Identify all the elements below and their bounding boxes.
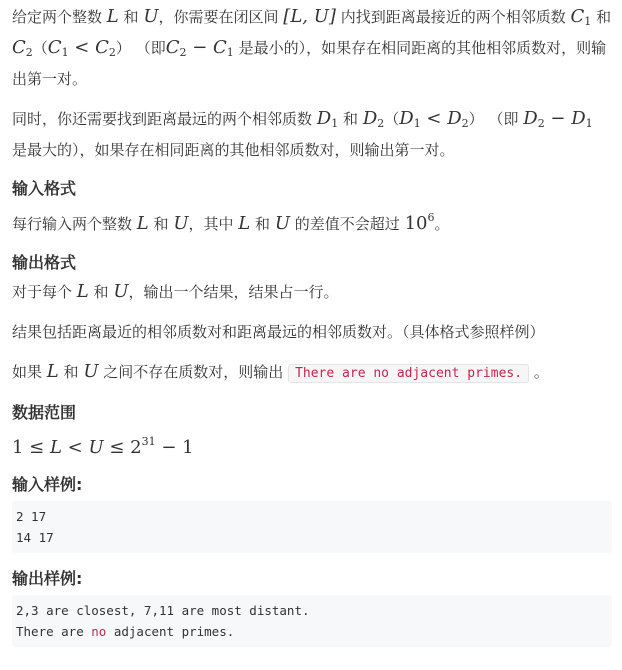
sample-output-block — [12, 595, 612, 647]
math-interval: [L, U] — [283, 6, 336, 27]
text: ） — [468, 110, 484, 128]
text: 给定两个整数 — [12, 8, 103, 26]
sample-input-block — [12, 501, 612, 553]
text: 和 — [123, 8, 139, 26]
sample-input-heading: 输入样例: — [12, 475, 83, 494]
math-C2-minus-C1: $C_2 - C_1$ — [165, 37, 234, 59]
code-line: There are no adjacent primes. — [16, 624, 235, 639]
data-range-heading: 数据范围 — [12, 403, 77, 422]
math-C2: $C_2$ — [12, 37, 33, 59]
math-D1-lt-D2: $D_1 < D_2$ — [399, 108, 469, 130]
text: 和 — [343, 110, 359, 128]
math-D2: $D_2$ — [362, 108, 385, 130]
math-D2-minus-D1: $D_2 - D_1$ — [523, 108, 593, 130]
math-D1: $D_1$ — [316, 108, 339, 130]
output-format-line-3: 如果 L 和 U 之间不存在质数对，则输出 There are no adjacent primes. 。 — [12, 361, 549, 382]
math-L: L — [238, 213, 251, 234]
description-paragraph-1 — [12, 4, 612, 92]
math-U: U — [83, 361, 99, 382]
output-format-line-1: 对于每个 L 和 U，输出一个结果，结果占一行。 — [12, 281, 339, 302]
sample-output-heading: 输出样例: — [12, 569, 83, 588]
math-U: U — [113, 281, 129, 302]
text: 是最小的），如果存在相同距离的其他相邻质数对，则输出第一对。 — [12, 39, 607, 88]
input-format-text: 每行输入两个整数 L 和 U，其中 L 和 U 的差值不会超过 $10^6$。 — [12, 211, 450, 234]
text: 和 — [596, 8, 612, 26]
inline-code: There are no adjacent primes. — [288, 364, 529, 383]
math-U: U — [173, 213, 189, 234]
text: ，你需要在闭区间 — [158, 8, 279, 26]
text: （即 — [488, 110, 519, 128]
text: 同时，你还需要找到距离最远的两个相邻质数 — [12, 110, 313, 128]
math-L: L — [46, 361, 59, 382]
math-ten-power-six: $10^6$ — [404, 211, 435, 234]
text: （ — [32, 39, 48, 57]
math-U: U — [274, 213, 290, 234]
math-U: U — [143, 6, 159, 27]
math-L: L — [136, 213, 149, 234]
text: 是最大的），如果存在相同距离的其他相邻质数对，则输出第一对。 — [12, 141, 455, 159]
text: （ — [384, 110, 400, 128]
math-L: L — [76, 281, 89, 302]
math-C1-lt-C2: $C_1 < C_2$ — [47, 37, 116, 59]
output-format-line-2: 结果包括距离最近的相邻质数对和距离最远的相邻质数对。（具体格式参照样例） — [12, 323, 545, 341]
code-line: 2 17 — [16, 509, 47, 524]
code-line: 2,3 are closest, 7,11 are most distant. — [16, 603, 310, 618]
text: （即 — [135, 39, 166, 57]
output-format-heading: 输出格式 — [12, 253, 77, 272]
code-line: 14 17 — [16, 530, 54, 545]
text: 内找到距离最接近的两个相邻质数 — [340, 8, 566, 26]
text: ） — [115, 39, 131, 57]
math-C1: $C_1$ — [570, 6, 592, 28]
data-range-formula: $1 \le L < U \le 2^{31} - 1$ — [12, 435, 194, 458]
input-format-heading: 输入格式 — [12, 179, 77, 198]
description-paragraph-2 — [12, 106, 612, 163]
math-L: L — [106, 6, 119, 27]
